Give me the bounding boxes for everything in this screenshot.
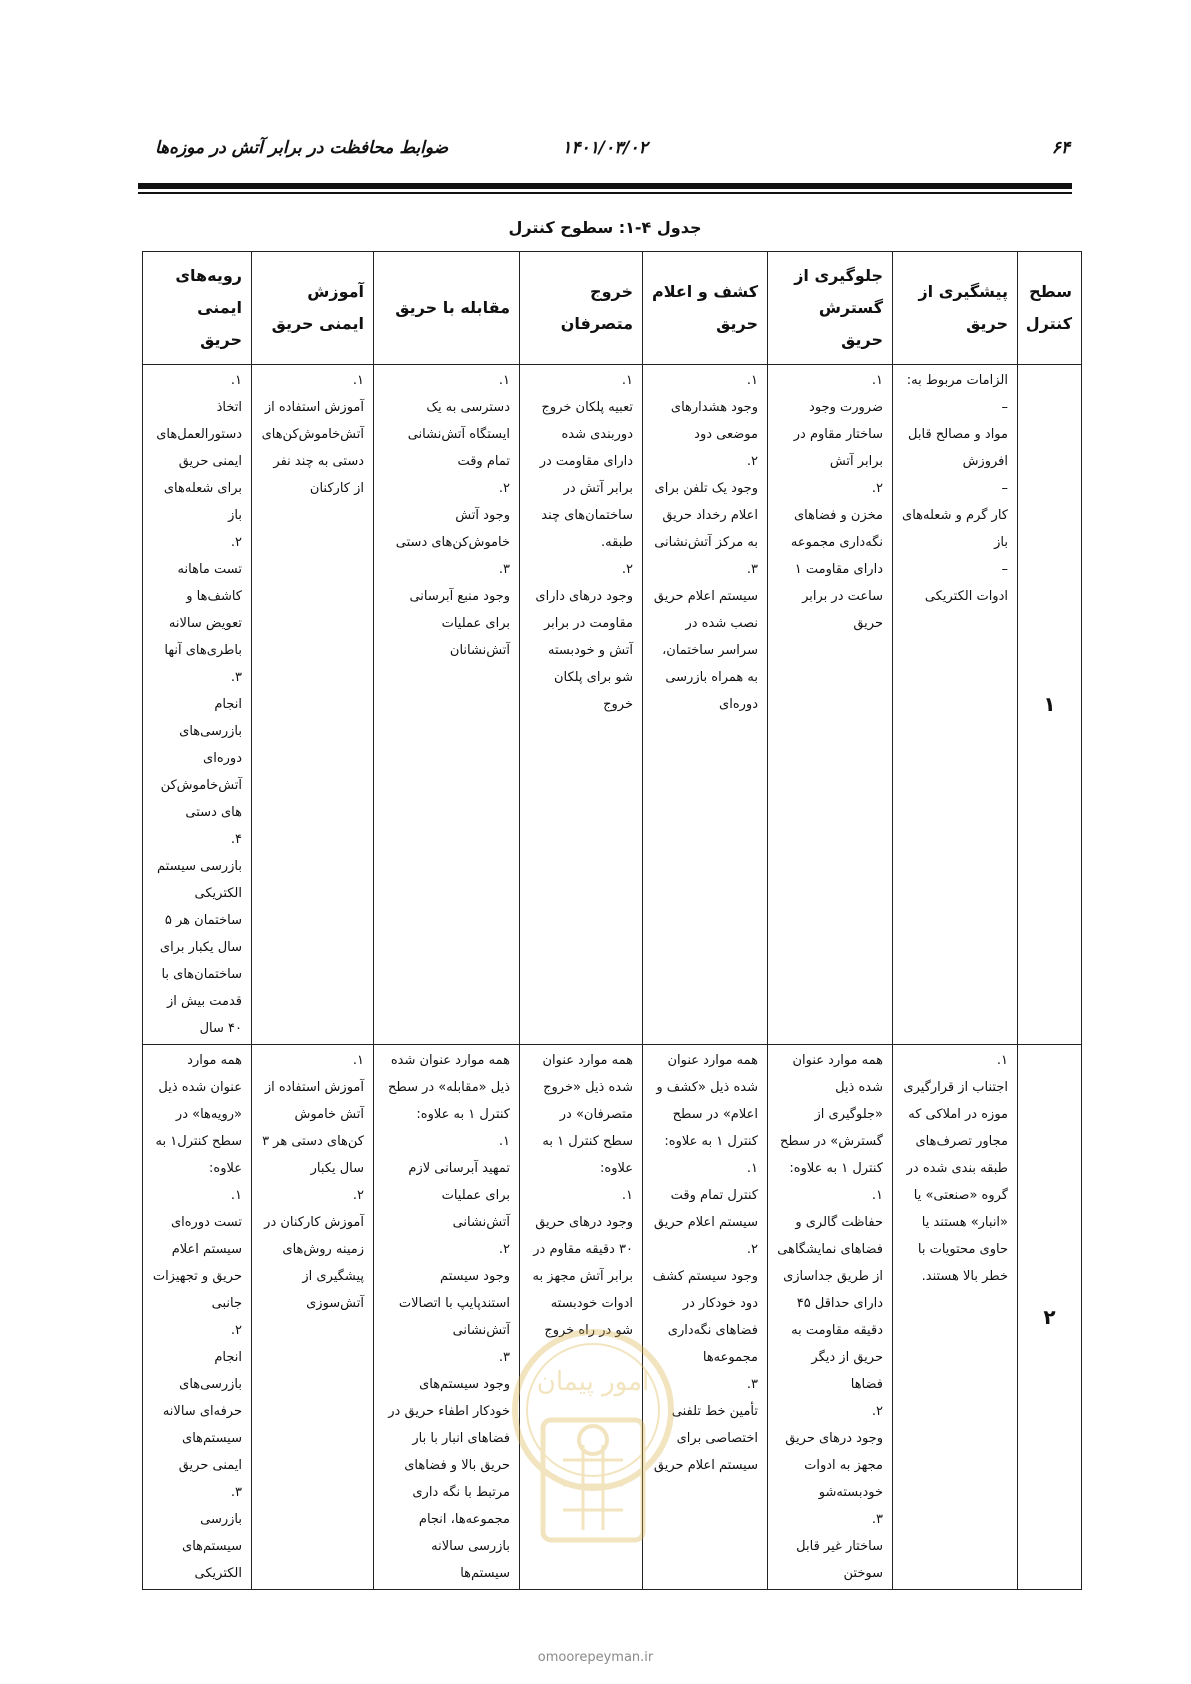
table-cell: [520, 365, 643, 1045]
cell-text: ۱. اتخاذ دستورالعمل‌های ایمنی حریق برای شعله‌های باز ۲. تست ماهانه کاشف‌ها و تعویض سالانه باطری‌های آنها ۳. انجام بازرسی‌های دوره‌ای آتش‌خاموش‌کن های دستی ۴. بازرسی سیستم الکتریکی ساختمان هر ۵ سال یکبار برای ساختمان‌های با قدمت بیش از ۴۰ سال: [156, 373, 242, 1036]
table-cell: [143, 365, 252, 1045]
table-header-row: [143, 252, 1082, 365]
table-cell: [143, 1045, 252, 1590]
header-rule-thin: [138, 192, 1072, 194]
page-number: ۶۴: [1051, 138, 1070, 158]
document-date: ۱۴۰۱/۰۳/۰۲: [562, 138, 648, 158]
table-row: [143, 365, 1082, 1045]
table-cell: [252, 365, 374, 1045]
column-header-procedures: رویه‌های ایمنی حریق: [143, 252, 252, 365]
column-header-prevention: پیشگیری از حریق: [893, 252, 1018, 365]
table-cell: [893, 365, 1018, 1045]
column-header-training: آموزش ایمنی حریق: [252, 252, 374, 365]
header-rule-thick: [138, 183, 1072, 189]
table-cell: [374, 1045, 520, 1590]
cell-text: الزامات مربوط به: – مواد و مصالح قابل افروزش – کار گرم و شعله‌های باز – ادوات الکتریکی: [902, 373, 1008, 604]
cell-text: ۱. تعبیه پلکان خروج دوربندی شده دارای مقاومت در برابر آتش در ساختمان‌های چند طبقه. ۲. وجود درهای دارای مقاومت در برابر آتش و خودبسته شو برای پلکان خروج: [535, 373, 633, 712]
column-header-egress: خروج متصرفان: [520, 252, 643, 365]
column-header-spread-control: جلوگیری از گسترش حریق: [768, 252, 893, 365]
footer-site-url: omoorepeyman.ir: [537, 1650, 654, 1665]
cell-text: ۱. آموزش استفاده از آتش خاموش کن‌های دستی هر ۳ سال یکبار ۲. آموزش کارکنان در زمینه روش‌های پیشگیری از آتش‌سوزی: [262, 1053, 364, 1311]
cell-text: همه موارد عنوان شده ذیل «مقابله» در سطح کنترل ۱ به علاوه: ۱. تمهید آبرسانی لازم برای عملیات آتش‌نشانی ۲. وجود سیستم استندپایپ با اتصالات آتش‌نشانی ۳. وجود سیستم‌های خودکار اطفاء حریق در فضاهای انبار با بار حریق بالا و فضاهای مرتبط با نگه داری مجموعه‌ها، انجام بازرسی سالانه سیستم‌ها: [388, 1053, 510, 1581]
cell-text: ۱. دسترسی به یک ایستگاه آتش‌نشانی تمام وقت ۲. وجود آتش خاموش‌کن‌های دستی ۳. وجود منبع آبرسانی برای عملیات آتش‌نشانان: [395, 373, 510, 658]
column-header-suppression: مقابله با حریق: [374, 252, 520, 365]
table-cell: [768, 365, 893, 1045]
level-number: ۲: [1018, 1045, 1082, 1590]
table-cell: [768, 1045, 893, 1590]
omoorepeyman-watermark-logo: [503, 1320, 683, 1560]
cell-text: ۱. ضرورت وجود ساختار مقاوم در برابر آتش ۲. مخزن و فضاهای نگه‌داری مجموعه دارای مقاومت ۱ ساعت در برابر حریق: [790, 373, 883, 631]
cell-text: همه موارد عنوان شده ذیل «خروج متصرفان» در سطح کنترل ۱ به علاوه: ۱. وجود درهای حریق ۳۰ دقیقه مقاوم در برابر آتش مجهز به ادوات خودبسته شو در راه خروج: [532, 1053, 633, 1338]
running-title: ضوابط محافظت در برابر آتش در موزه‌ها: [155, 138, 449, 158]
watermark-text: امور پیمان: [536, 1367, 650, 1397]
table-cell: [252, 1045, 374, 1590]
table-cell: [374, 365, 520, 1045]
table-cell: [643, 365, 768, 1045]
cell-text: ۱. آموزش استفاده از آتش‌خاموش‌کن‌های دستی به چند نفر از کارکنان: [261, 373, 364, 496]
cell-text: ۱. وجود هشدارهای موضعی دود ۲. وجود یک تلفن برای اعلام رخداد حریق به مرکز آتش‌نشانی ۳. سیستم اعلام حریق نصب شده در سراسر ساختمان، به همراه بازرسی دوره‌ای: [653, 373, 758, 712]
level-number: ۱: [1018, 365, 1082, 1045]
cell-text: همه موارد عنوان شده ذیل «کشف و اعلام» در سطح کنترل ۱ به علاوه: ۱. کنترل تمام وقت سیستم اعلام حریق ۲. وجود سیستم کشف دود خودکار در فضاهای نگه‌داری مجموعه‌ها ۳. تأمین خط تلفنی اختصاصی برای سیستم اعلام حریق: [652, 1053, 758, 1473]
table-cell: [893, 1045, 1018, 1590]
table-caption: جدول ۴-۱: سطوح کنترل: [508, 218, 702, 237]
page-header: [140, 138, 1070, 168]
cell-text: همه موارد عنوان شده ذیل «رویه‌ها» در سطح کنترل۱ به علاوه: ۱. تست دوره‌ای سیستم اعلام حریق و تجهیزات جانبی ۲. انجام بازرسی‌های حرفه‌ای سالانه سیستم‌های ایمنی حریق ۳. بازرسی سیستم‌های الکتریکی: [152, 1053, 242, 1581]
column-header-level: سطح کنترل: [1018, 252, 1082, 365]
cell-text: همه موارد عنوان شده ذیل «جلوگیری از گسترش» در سطح کنترل ۱ به علاوه: ۱. حفاظت گالری و فضاهای نمایشگاهی از طریق جداسازی دارای حداقل ۴۵ دقیقه مقاومت به حریق از دیگر فضاها ۲. وجود درهای حریق مجهز به ادوات خودبسته‌شو ۳. ساختار غیر قابل سوختن: [777, 1053, 883, 1581]
cell-text: ۱. اجتناب از قرارگیری موزه در املاکی که مجاور تصرف‌های طبقه بندی شده در گروه «صنعتی» یا «انبار» هستند یا حاوی محتویات با خطر بالا هستند.: [903, 1053, 1008, 1284]
column-header-detection: کشف و اعلام حریق: [643, 252, 768, 365]
